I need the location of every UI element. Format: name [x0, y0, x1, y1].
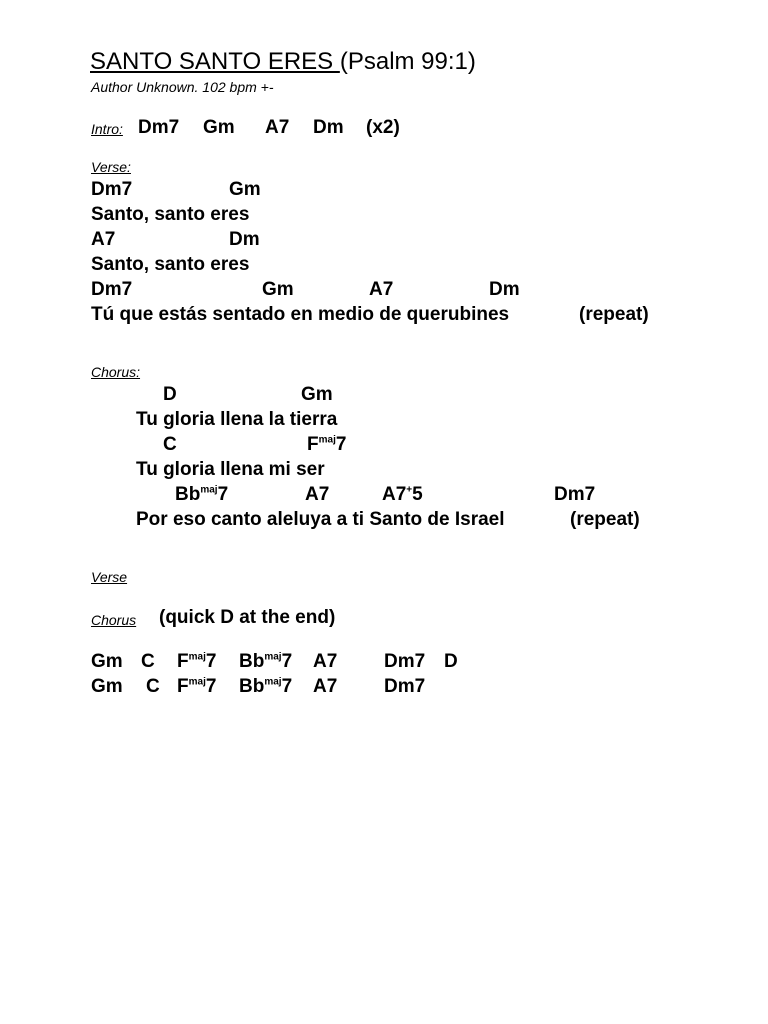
chorus-chord: D: [163, 384, 177, 405]
verse-chord: Gm: [262, 279, 294, 300]
verse-chord: A7: [91, 229, 116, 250]
ending-chord: A7: [313, 676, 338, 697]
verse-chord: Dm7: [91, 179, 133, 200]
verse-chord: Dm: [229, 229, 260, 250]
ending-chord: Dm7: [384, 676, 426, 697]
chorus-chord: A7: [305, 484, 330, 505]
chorus-lyric: Por eso canto aleluya a ti Santo de Israel: [136, 509, 505, 530]
verse-chord: Gm: [229, 179, 261, 200]
chorus-chord: Dm7: [554, 484, 596, 505]
verse-chord: Dm7: [91, 279, 133, 300]
chorus-chord: Gm: [301, 384, 333, 405]
chorus-lyric: Tu gloria llena la tierra: [136, 409, 338, 430]
structure-chorus-label: Chorus: [91, 612, 137, 628]
intro-chord: Dm: [313, 117, 344, 138]
verse-lyric: Santo, santo eres: [91, 254, 250, 275]
ending-chord: $Bb^{maj}7$: [239, 676, 293, 697]
ending-chord: Gm: [91, 651, 123, 672]
intro-chord: Gm: [203, 117, 235, 138]
ending-chord: C: [141, 651, 155, 672]
intro-chord: A7: [265, 117, 290, 138]
chorus-lyric: Tu gloria llena mi ser: [136, 459, 325, 480]
verse-chord: A7: [369, 279, 394, 300]
chorus-repeat-note: (repeat): [570, 509, 640, 530]
ending-chord: Dm7: [384, 651, 426, 672]
structure-verse-label: Verse: [91, 569, 128, 585]
intro-chord: Dm7: [138, 117, 180, 138]
ending-chord: C: [146, 676, 160, 697]
verse-repeat-note: (repeat): [579, 304, 649, 325]
chorus-chord: C: [163, 434, 177, 455]
verse-lyric: Tú que estás sentado en medio de querubines: [91, 304, 510, 325]
ending-chord: $F^{maj}7$: [177, 651, 217, 672]
chorus-chord: $Bb^{maj}7$: [175, 484, 229, 505]
verse-chord: Dm: [489, 279, 520, 300]
scripture-reference: (Psalm 99:1): [339, 48, 476, 75]
verse-lyric: Santo, santo eres: [91, 204, 250, 225]
chorus-note: (quick D at the end): [159, 607, 336, 628]
ending-chord: A7: [313, 651, 338, 672]
intro-repeat: (x2): [366, 117, 400, 138]
song-title: [90, 48, 476, 76]
verse-label: Verse:: [91, 159, 131, 175]
chorus-chord: A7+5: [382, 484, 423, 505]
chorus-chord: $F^{maj}7$: [307, 434, 347, 455]
ending-chord: $F^{maj}7$: [177, 676, 217, 697]
intro-label: Intro:: [91, 121, 123, 137]
author-tempo: Author Unknown. 102 bpm +-: [91, 79, 274, 95]
chorus-label: Chorus:: [91, 364, 141, 380]
song-title-main: SANTO SANTO ERES: [90, 48, 340, 75]
ending-chord: Gm: [91, 676, 123, 697]
ending-chord: $Bb^{maj}7$: [239, 651, 293, 672]
ending-chord: D: [444, 651, 458, 672]
